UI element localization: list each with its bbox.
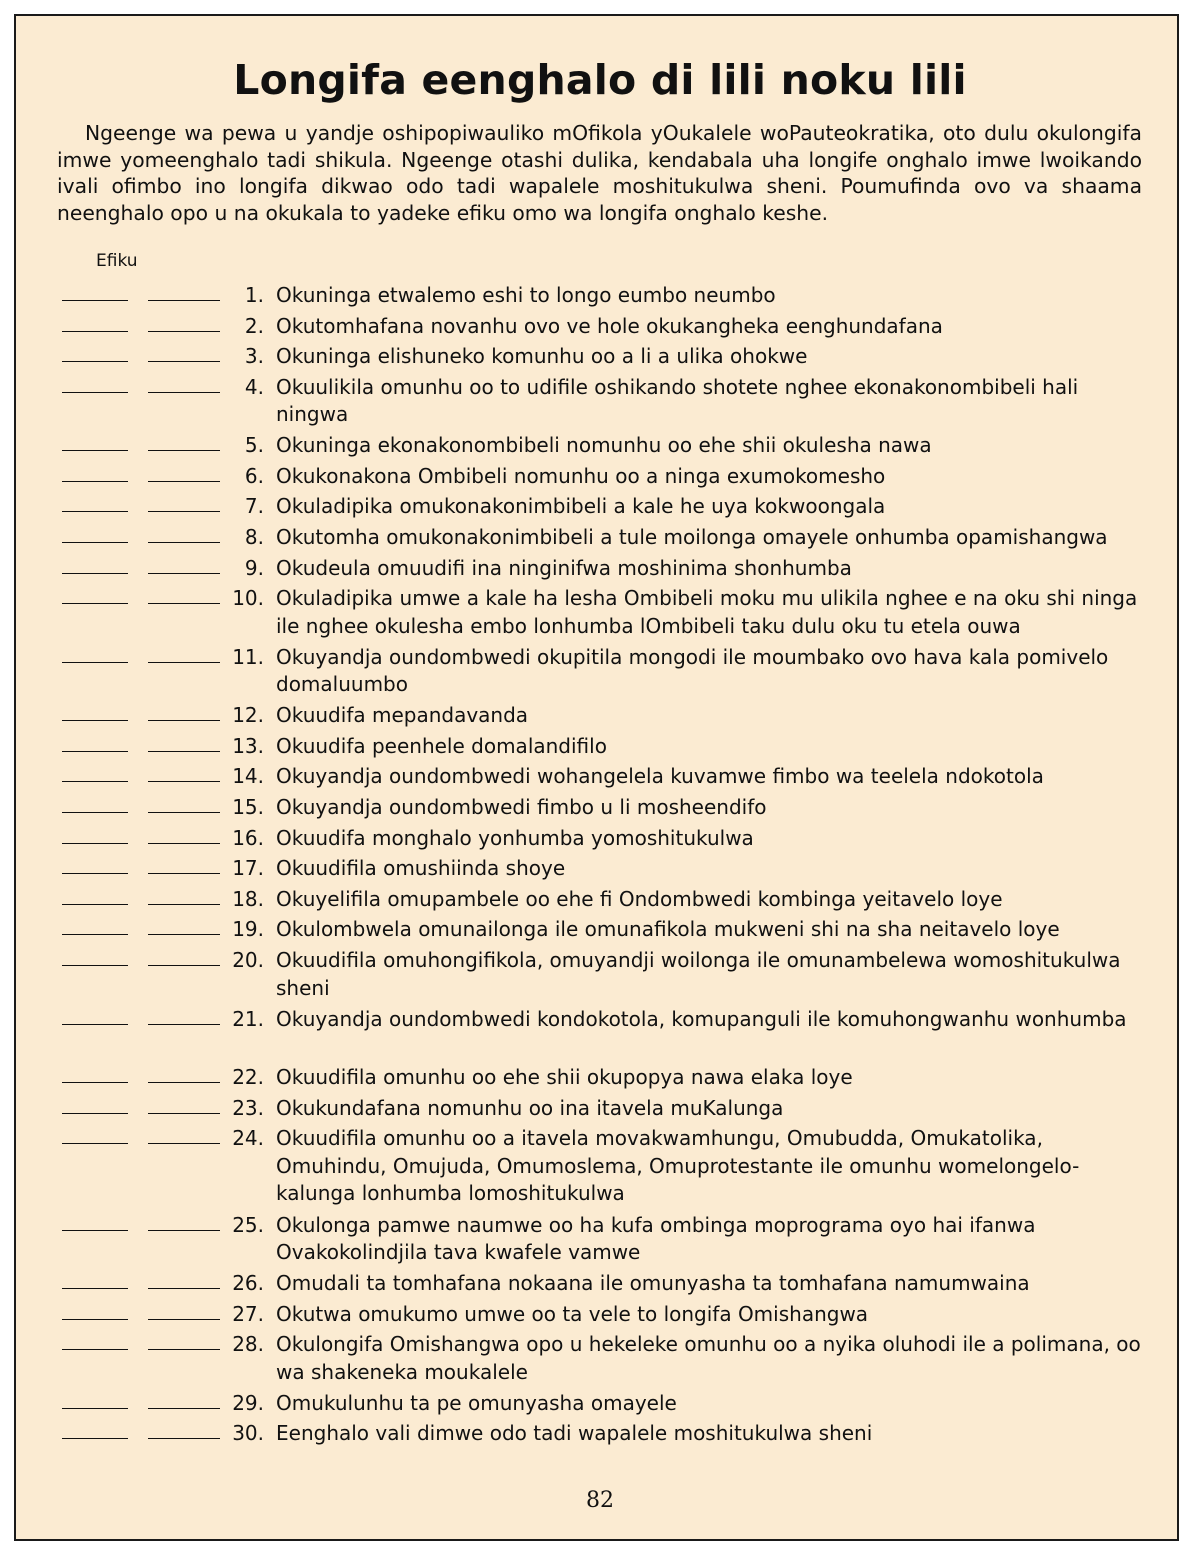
list-item [0, 792, 1200, 823]
item-number: 18. [232, 886, 264, 911]
item-number: 26. [232, 1271, 264, 1296]
date-blank-1[interactable] [62, 904, 128, 905]
item-text: Okulongifa Omishangwa opo u hekeleke omunhu oo a nyika oluhodi ile a polimana, oo wa shakeneka moukalele [276, 1332, 1141, 1384]
date-blank-1[interactable] [62, 751, 128, 752]
date-blank-2[interactable] [148, 873, 220, 874]
list-item [0, 884, 1200, 915]
item-number: 14. [232, 764, 264, 789]
item-number: 6. [244, 463, 264, 488]
list-item [0, 700, 1200, 731]
date-blank-2[interactable] [148, 1113, 220, 1114]
item-number: 22. [232, 1065, 264, 1089]
date-blank-2[interactable] [148, 1319, 220, 1320]
item-text: Okutwa omukumo umwe oo ta vele to longifa Omishangwa [276, 1301, 869, 1326]
page-title: Longifa eenghalo di lili noku lili [233, 56, 967, 104]
list-item [0, 372, 1200, 431]
list-item [0, 642, 1200, 701]
item-text: Omudali ta tomhafana nokaana ile omunyasha ta tomhafana namumwaina [276, 1271, 1030, 1296]
date-blank-1[interactable] [62, 331, 128, 332]
date-blank-2[interactable] [148, 481, 220, 482]
list-item [0, 914, 1200, 945]
list-item [0, 1268, 1200, 1299]
item-number: 24. [232, 1126, 264, 1151]
list-item [0, 491, 1200, 522]
date-blank-1[interactable] [62, 812, 128, 813]
date-blank-1[interactable] [62, 1319, 128, 1320]
list-item [0, 853, 1200, 884]
date-blank-1[interactable] [62, 965, 128, 966]
item-text: Okuulikila omunhu oo to udifile oshikando shotete nghee ekonakonombibeli hali ningwa [276, 374, 1079, 427]
situation-list [0, 280, 1200, 1449]
item-number: 12. [232, 703, 264, 728]
date-blank-1[interactable] [62, 1113, 128, 1114]
item-number: 5. [244, 433, 264, 458]
item-number: 19. [232, 917, 264, 942]
date-blank-2[interactable] [148, 1024, 220, 1025]
item-text: Eenghalo vali dimwe odo tadi wapalele moshitukulwa sheni [276, 1421, 873, 1446]
list-item [0, 1388, 1200, 1419]
date-blank-1[interactable] [62, 873, 128, 874]
date-blank-1[interactable] [62, 1024, 128, 1025]
item-number: 3. [244, 344, 264, 369]
item-text: Okulombwela omunailonga ile omunafikola mukweni shi na sha neitavelo loye [276, 917, 1060, 942]
date-blank-2[interactable] [148, 300, 220, 301]
item-text: Okuninga etwalemo eshi to longo eumbo neumbo [276, 283, 776, 307]
list-item [0, 731, 1200, 762]
date-blank-1[interactable] [62, 1082, 128, 1083]
item-text: Okuudifila omuhongifikola, omuyandji woilonga ile omunambelewa womoshitukulwa sheni [276, 948, 1121, 1000]
date-blank-2[interactable] [148, 751, 220, 752]
date-column-label: Efiku [96, 251, 138, 271]
date-blank-2[interactable] [148, 662, 220, 663]
item-number: 20. [232, 948, 264, 972]
item-text: Okuudifa monghalo yonhumba yomoshitukulwa [276, 825, 754, 850]
item-text: Okuninga ekonakonombibeli nomunhu oo ehe shii okulesha nawa [276, 433, 932, 458]
list-item [0, 583, 1200, 642]
item-text: Okukonakona Ombibeli nomunhu oo a ninga exumokomesho [276, 463, 886, 488]
item-number: 13. [232, 733, 264, 758]
list-item [0, 761, 1200, 792]
item-text: Okudeula omuudifi ina ninginifwa moshinima shonhumba [276, 555, 852, 580]
date-blank-2[interactable] [148, 1408, 220, 1409]
date-blank-1[interactable] [62, 300, 128, 301]
item-number: 25. [232, 1212, 264, 1237]
date-blank-1[interactable] [62, 720, 128, 721]
list-item [0, 823, 1200, 854]
item-text: Okuudifila omunhu oo a itavela movakwamhungu, Omubudda, Omukatolika, Omuhindu, Omujuda, Omumoslema, Omuprotestante ile omunhu womelongelo-kalunga lonhumba lomoshitukulwa [276, 1126, 1080, 1206]
list-item [0, 430, 1200, 461]
list-item [0, 1004, 1200, 1063]
date-blank-1[interactable] [62, 573, 128, 574]
date-blank-1[interactable] [62, 361, 128, 362]
list-item [0, 553, 1200, 584]
list-item [0, 280, 1200, 311]
date-blank-1[interactable] [62, 781, 128, 782]
item-text: Okuninga elishuneko komunhu oo a li a ulika ohokwe [276, 344, 808, 369]
date-blank-2[interactable] [148, 965, 220, 966]
date-blank-2[interactable] [148, 781, 220, 782]
date-blank-2[interactable] [148, 331, 220, 332]
item-number: 1. [244, 283, 264, 307]
list-item [0, 1123, 1200, 1210]
date-blank-2[interactable] [148, 843, 220, 844]
date-blank-2[interactable] [148, 511, 220, 512]
date-blank-2[interactable] [148, 542, 220, 543]
date-blank-2[interactable] [148, 904, 220, 905]
date-blank-2[interactable] [148, 1082, 220, 1083]
date-blank-1[interactable] [62, 1349, 128, 1350]
item-text: Okuyandja oundombwedi wohangelela kuvamwe fimbo wa teelela ndokotola [276, 764, 1044, 789]
item-number: 23. [232, 1095, 264, 1120]
list-item [0, 1299, 1200, 1330]
list-item [0, 1062, 1200, 1093]
item-number: 2. [244, 313, 264, 338]
date-blank-2[interactable] [148, 934, 220, 935]
item-number: 15. [232, 795, 264, 820]
date-blank-1[interactable] [62, 934, 128, 935]
date-blank-1[interactable] [62, 843, 128, 844]
item-text: Okuudifa mepandavanda [276, 703, 529, 728]
item-number: 7. [244, 494, 264, 519]
date-blank-1[interactable] [62, 1408, 128, 1409]
page-number: 82 [586, 1488, 614, 1513]
item-number: 16. [232, 825, 264, 850]
item-number: 21. [232, 1006, 264, 1031]
list-item [0, 522, 1200, 553]
list-item [0, 311, 1200, 342]
item-number: 29. [232, 1390, 264, 1415]
item-text: Okuladipika umwe a kale ha lesha Ombibeli moku mu ulikila nghee e na oku shi ninga ile nghee okulesha embo lonhumba lOmbibeli taku dulu oku tu etela ouwa [276, 586, 1138, 638]
list-item [0, 1210, 1200, 1269]
item-number: 4. [244, 374, 264, 399]
date-blank-2[interactable] [148, 573, 220, 574]
item-text: Okuudifila omunhu oo ehe shii okupopya nawa elaka loye [276, 1065, 853, 1089]
item-text: Okuyandja oundombwedi okupitila mongodi ile moumbako ovo hava kala pomivelo domaluumbo [276, 644, 1109, 697]
item-number: 17. [232, 856, 264, 881]
date-blank-1[interactable] [62, 511, 128, 512]
date-blank-1[interactable] [62, 662, 128, 663]
date-blank-1[interactable] [62, 1438, 128, 1439]
item-text: Okuudifila omushiinda shoye [276, 856, 566, 881]
list-item [0, 1093, 1200, 1124]
list-item [0, 1329, 1200, 1388]
date-blank-2[interactable] [148, 1349, 220, 1350]
date-blank-1[interactable] [62, 481, 128, 482]
item-text: Okulonga pamwe naumwe oo ha kufa ombinga moprograma oyo hai ifanwa Ovakokolindjila tava kwafele vamwe [276, 1212, 1036, 1265]
date-blank-2[interactable] [148, 1230, 220, 1231]
date-blank-2[interactable] [148, 392, 220, 393]
date-blank-1[interactable] [62, 1288, 128, 1289]
date-blank-2[interactable] [148, 812, 220, 813]
item-number: 27. [232, 1301, 264, 1326]
intro-paragraph: Ngeenge wa pewa u yandje oshipopiwauliko mOfikola yOukalele woPauteokratika, oto dulu okulongifa imwe yomeenghalo tadi shikula. Ngeenge otashi dulika, kendabala uha longife onghalo imwe lwoikando ivali ofimbo ino longifa dikwao odo tadi wapalele moshitukulwa sheni. Poumufinda ovo va shaama neenghalo opo u na okukala to yadeke efiku omo wa longifa onghalo keshe. [57, 121, 1142, 225]
item-number: 10. [232, 586, 264, 611]
list-item [0, 341, 1200, 372]
item-text: Okuyandja oundombwedi fimbo u li mosheendifo [276, 795, 767, 820]
item-number: 9. [244, 555, 264, 580]
item-text: Omukulunhu ta pe omunyasha omayele [276, 1390, 677, 1415]
date-blank-2[interactable] [148, 361, 220, 362]
date-blank-2[interactable] [148, 1288, 220, 1289]
item-text: Okutomha omukonakonimbibeli a tule moilonga omayele onhumba opamishangwa [276, 525, 1108, 550]
date-blank-2[interactable] [148, 720, 220, 721]
item-text: Okuladipika omukonakonimbibeli a kale he uya kokwoongala [276, 494, 886, 519]
item-text: Okuyelifila omupambele oo ehe fi Ondombwedi kombinga yeitavelo loye [276, 886, 1003, 911]
list-item [0, 1418, 1200, 1449]
date-blank-2[interactable] [148, 450, 220, 451]
date-blank-1[interactable] [62, 1230, 128, 1231]
item-number: 8. [244, 525, 264, 550]
date-blank-2[interactable] [148, 603, 220, 604]
list-item [0, 461, 1200, 492]
date-blank-1[interactable] [62, 603, 128, 604]
item-number: 28. [232, 1332, 264, 1357]
date-blank-1[interactable] [62, 1143, 128, 1144]
item-text: Okutomhafana novanhu ovo ve hole okukangheka eenghundafana [276, 313, 943, 338]
item-number: 30. [232, 1421, 264, 1446]
item-text: Okuyandja oundombwedi kondokotola, komupanguli ile komuhongwanhu wonhumba [276, 1006, 1127, 1031]
item-text: Okukundafana nomunhu oo ina itavela muKalunga [276, 1095, 784, 1120]
item-number: 11. [232, 644, 264, 669]
date-blank-2[interactable] [148, 1143, 220, 1144]
date-blank-1[interactable] [62, 542, 128, 543]
item-text: Okuudifa peenhele domalandifilo [276, 733, 607, 758]
date-blank-1[interactable] [62, 392, 128, 393]
list-item [0, 945, 1200, 1004]
date-blank-2[interactable] [148, 1438, 220, 1439]
date-blank-1[interactable] [62, 450, 128, 451]
